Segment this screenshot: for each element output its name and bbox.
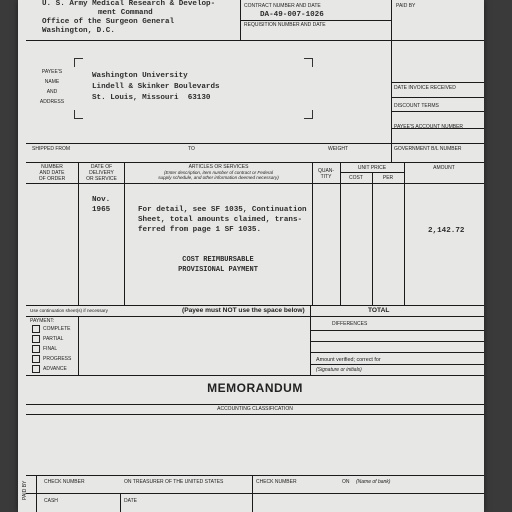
col-number-2: AND DATE: [39, 170, 65, 176]
rule: [26, 404, 484, 405]
signature-initials: (Signature or initials): [316, 367, 362, 373]
rule: [26, 475, 484, 476]
payee-label-4: ADDRESS: [39, 99, 65, 105]
col-quantity-2: TITY: [320, 174, 332, 180]
date-value-2: 1965: [92, 206, 111, 214]
rule: [240, 20, 391, 21]
payment-label: PAYMENT:: [30, 318, 55, 324]
rule: [26, 493, 484, 494]
accounting-classification: ACCOUNTING CLASSIFICATION: [217, 406, 293, 412]
rule: [310, 330, 484, 331]
payee-label-2: NAME: [44, 79, 60, 85]
col-number-3: OF ORDER: [38, 176, 66, 182]
stamp-line-2: PROVISIONAL PAYMENT: [178, 266, 258, 274]
progress-label: PROGRESS: [43, 356, 72, 362]
address-corner-tr: [304, 58, 313, 67]
payee-label-1: PAYEE'S: [41, 69, 63, 75]
on-label: ON: [342, 479, 350, 485]
rule: [124, 162, 125, 305]
payee-address-2: Lindell & Skinker Boulevards: [92, 83, 220, 91]
stamp-line-1: COST REIMBURSABLE: [182, 256, 254, 264]
contract-label: CONTRACT NUMBER AND DATE: [244, 3, 321, 9]
cash-label: CASH: [44, 498, 58, 504]
rule: [78, 162, 79, 305]
col-cost: COST: [349, 175, 363, 181]
contract-number: DA-49-007-1026: [260, 11, 324, 19]
rule: [26, 143, 484, 144]
rule: [26, 414, 484, 415]
payee-label-3: AND: [46, 89, 58, 95]
final-checkbox[interactable]: [32, 345, 40, 353]
rule: [372, 172, 373, 305]
name-of-bank: (Name of bank): [356, 479, 391, 485]
rule: [391, 0, 392, 143]
col-articles: ARTICLES OR SERVICES: [188, 164, 249, 170]
col-date-3: OR SERVICE: [86, 176, 117, 182]
voucher-form: [18, 0, 484, 512]
rule: [252, 475, 253, 512]
amount-verified: Amount verified; correct for: [316, 357, 381, 363]
col-unit-price: UNIT PRICE: [357, 165, 387, 171]
rule: [391, 111, 484, 112]
rule: [391, 82, 484, 83]
rule: [404, 162, 405, 305]
differences-label: DIFFERENCES: [332, 321, 368, 327]
col-articles-note-2: supply schedule, and other information deemed necessary): [158, 175, 279, 180]
payee-note: (Payee must NOT use the space below): [182, 307, 305, 314]
col-quantity-1: QUAN-: [317, 168, 335, 174]
amount-value: 2,142.72: [428, 227, 465, 235]
date-value-1: Nov.: [92, 196, 111, 204]
check-number-2-label: CHECK NUMBER: [256, 479, 297, 485]
rule: [36, 475, 37, 512]
address-corner-tl: [74, 58, 83, 67]
address-corner-br: [304, 110, 313, 119]
col-articles-note-1: (Enter description, item number of contract or Federal: [163, 170, 274, 175]
govt-bl-number: GOVERNMENT B/L NUMBER: [394, 146, 462, 152]
complete-checkbox[interactable]: [32, 325, 40, 333]
payee-address-3: St. Louis, Missouri 63130: [92, 94, 211, 102]
payee-address-1: Washington University: [92, 72, 188, 80]
rule: [310, 341, 484, 342]
rule: [26, 162, 484, 163]
paid-by-label: PAID BY: [396, 3, 416, 9]
col-amount: AMOUNT: [433, 165, 455, 171]
rule: [340, 162, 341, 305]
shipped-to: TO: [188, 146, 195, 152]
complete-label: COMPLETE: [43, 326, 71, 332]
detail-line-2: Sheet, total amounts claimed, trans-: [138, 216, 303, 224]
partial-checkbox[interactable]: [32, 335, 40, 343]
on-treasurer-label: ON TREASURER OF THE UNITED STATES: [124, 479, 224, 485]
continuation-note: Use continuation sheet(s) if necessary: [30, 308, 108, 313]
memorandum-title: MEMORANDUM: [207, 381, 303, 395]
advance-checkbox[interactable]: [32, 365, 40, 373]
rule: [391, 97, 484, 98]
col-date-2: DELIVERY: [89, 170, 114, 176]
total-label: TOTAL: [368, 307, 390, 314]
rule: [26, 375, 484, 376]
col-per: PER: [382, 175, 394, 181]
agency-line-3: Office of the Surgeon General: [42, 18, 175, 26]
discount-terms: DISCOUNT TERMS: [394, 103, 439, 109]
address-corner-bl: [74, 110, 83, 119]
date-label: DATE: [124, 498, 137, 504]
rule: [78, 316, 79, 375]
rule: [120, 493, 121, 512]
rule: [340, 172, 404, 173]
col-date-1: DATE OF: [90, 164, 113, 170]
partial-label: PARTIAL: [43, 336, 64, 342]
paid-by-vertical: PAID BY: [22, 480, 28, 500]
rule: [310, 352, 484, 353]
agency-line-4: Washington, D.C.: [42, 27, 115, 35]
rule: [312, 162, 313, 305]
shipped-from: SHIPPED FROM: [32, 146, 71, 152]
rule: [391, 143, 392, 162]
agency-line-1: U. S. Army Medical Research & Develop-: [42, 0, 216, 8]
weight: WEIGHT: [328, 146, 348, 152]
detail-line-3: ferred from page 1 SF 1035.: [138, 226, 262, 234]
payees-account-number: PAYEE'S ACCOUNT NUMBER: [394, 124, 464, 130]
rule: [26, 316, 484, 317]
detail-line-1: For detail, see SF 1035, Continuation: [138, 206, 307, 214]
rule: [26, 183, 484, 184]
progress-checkbox[interactable]: [32, 355, 40, 363]
agency-line-2: ment Command: [98, 9, 153, 17]
col-number-1: NUMBER: [41, 164, 63, 170]
rule: [26, 40, 484, 41]
date-invoice-received: DATE INVOICE RECEIVED: [394, 85, 456, 91]
requisition-label: REQUISITION NUMBER AND DATE: [244, 22, 326, 28]
rule: [310, 364, 484, 365]
check-number-label: CHECK NUMBER: [44, 479, 85, 485]
final-label: FINAL: [43, 346, 58, 352]
advance-label: ADVANCE: [43, 366, 67, 372]
